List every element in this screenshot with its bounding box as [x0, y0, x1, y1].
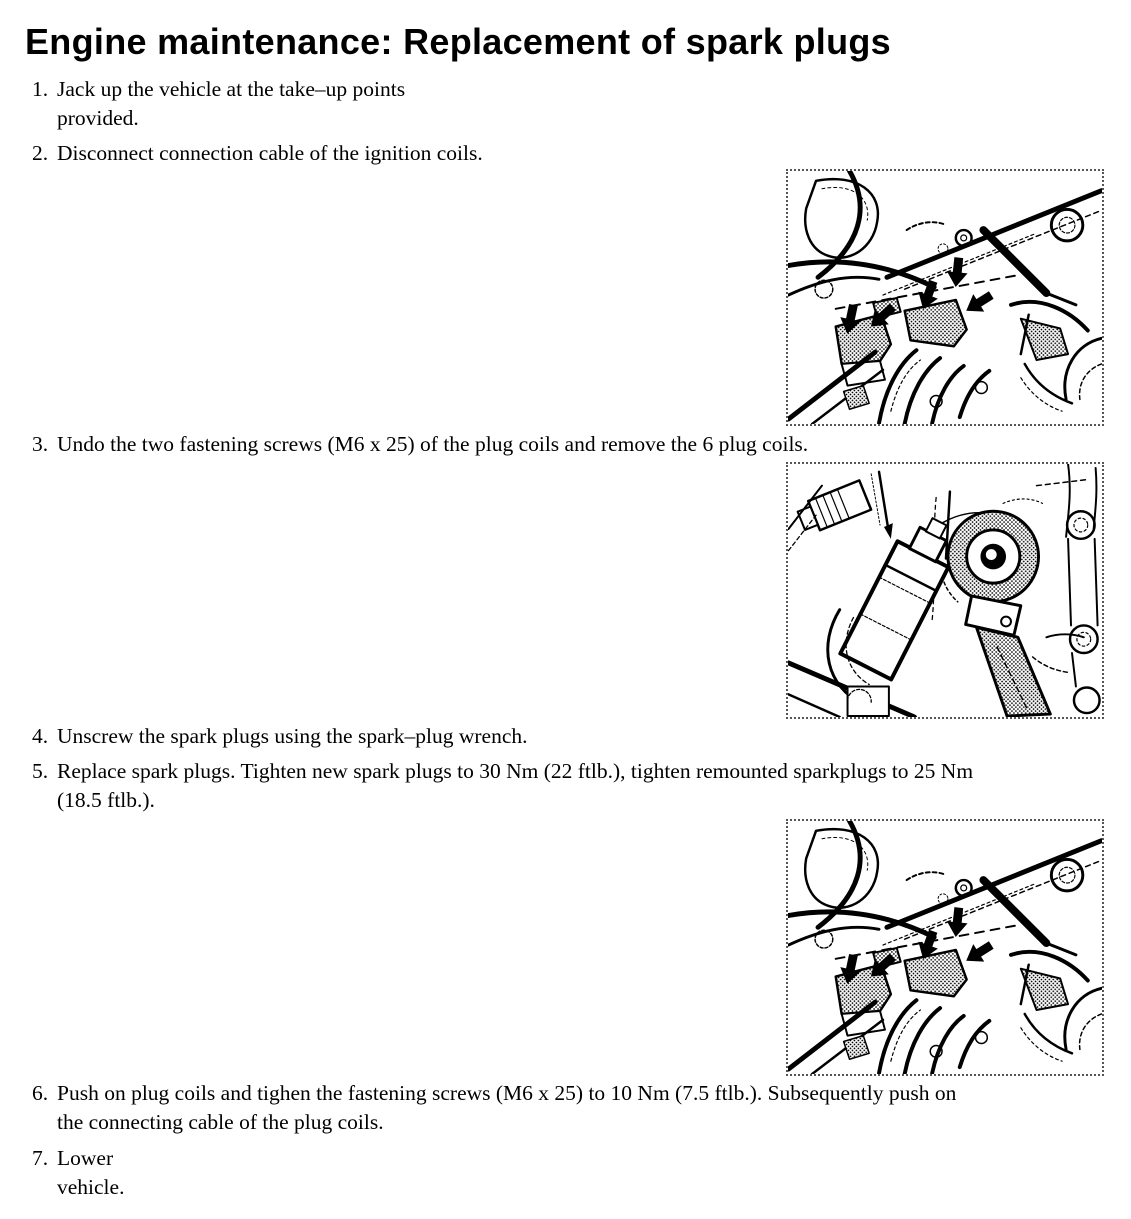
step-text-line: Unscrew the spark plugs using the spark–plug wrench.: [57, 724, 528, 748]
step-text-line: Undo the two fastening screws (M6 x 25) of the plug coils and remove the 6 plug coils.: [57, 432, 809, 456]
step-6: [32, 1079, 956, 1137]
step-number: 7.: [32, 1146, 49, 1170]
step-text-line: Push on plug coils and tighen the fastening screws (M6 x 25) to 10 Nm (7.5 ftlb.). Subsequently push on: [57, 1081, 957, 1105]
figure-spark-plug-wrench: [786, 462, 1104, 719]
step-text-line: the connecting cable of the plug coils.: [57, 1110, 384, 1134]
wrench-handle: [977, 627, 1051, 716]
down-arrow-icon: [961, 286, 997, 319]
engine-bay-drawing: [788, 171, 1101, 424]
step-2: [32, 139, 483, 168]
step-number: 5.: [32, 759, 49, 783]
step-text-line: vehicle.: [57, 1175, 125, 1199]
step-1: [32, 75, 405, 133]
step-number: 4.: [32, 724, 49, 748]
step-text-line: Jack up the vehicle at the take–up points: [57, 77, 406, 101]
page-title: Engine maintenance: Replacement of spark plugs: [25, 21, 892, 62]
step-number: 1.: [32, 77, 49, 101]
bolt-boss-icon: [1074, 687, 1100, 713]
step-text-line: provided.: [57, 106, 139, 130]
figure-ignition-coils-top: [786, 169, 1104, 426]
plug-coil-shape: [905, 300, 967, 346]
step-number: 2.: [32, 141, 49, 165]
figure-ignition-coils-bottom: [786, 819, 1104, 1076]
step-4: [32, 722, 528, 751]
step-text-line: (18.5 ftlb.).: [57, 788, 155, 812]
step-text-line: Disconnect connection cable of the ignition coils.: [57, 141, 483, 165]
step-5: [32, 757, 973, 815]
step-number: 3.: [32, 432, 49, 456]
spark-plug-wrench-drawing: [788, 464, 1099, 717]
step-number: 6.: [32, 1081, 49, 1105]
bolt-hole-icon: [1051, 209, 1083, 241]
bolt-boss-icon: [1067, 511, 1095, 539]
step-7: [32, 1144, 124, 1202]
step-text-line: Replace spark plugs. Tighten new spark plugs to 30 Nm (22 ftlb.), tighten remounted sparkplugs to 25 Nm: [57, 759, 974, 783]
linkage-rod: [983, 230, 1046, 293]
step-text-line: Lower: [57, 1146, 114, 1170]
step-3: [32, 430, 808, 459]
engine-bay-drawing: [788, 821, 1101, 1074]
bolt-boss-icon: [1070, 625, 1098, 653]
